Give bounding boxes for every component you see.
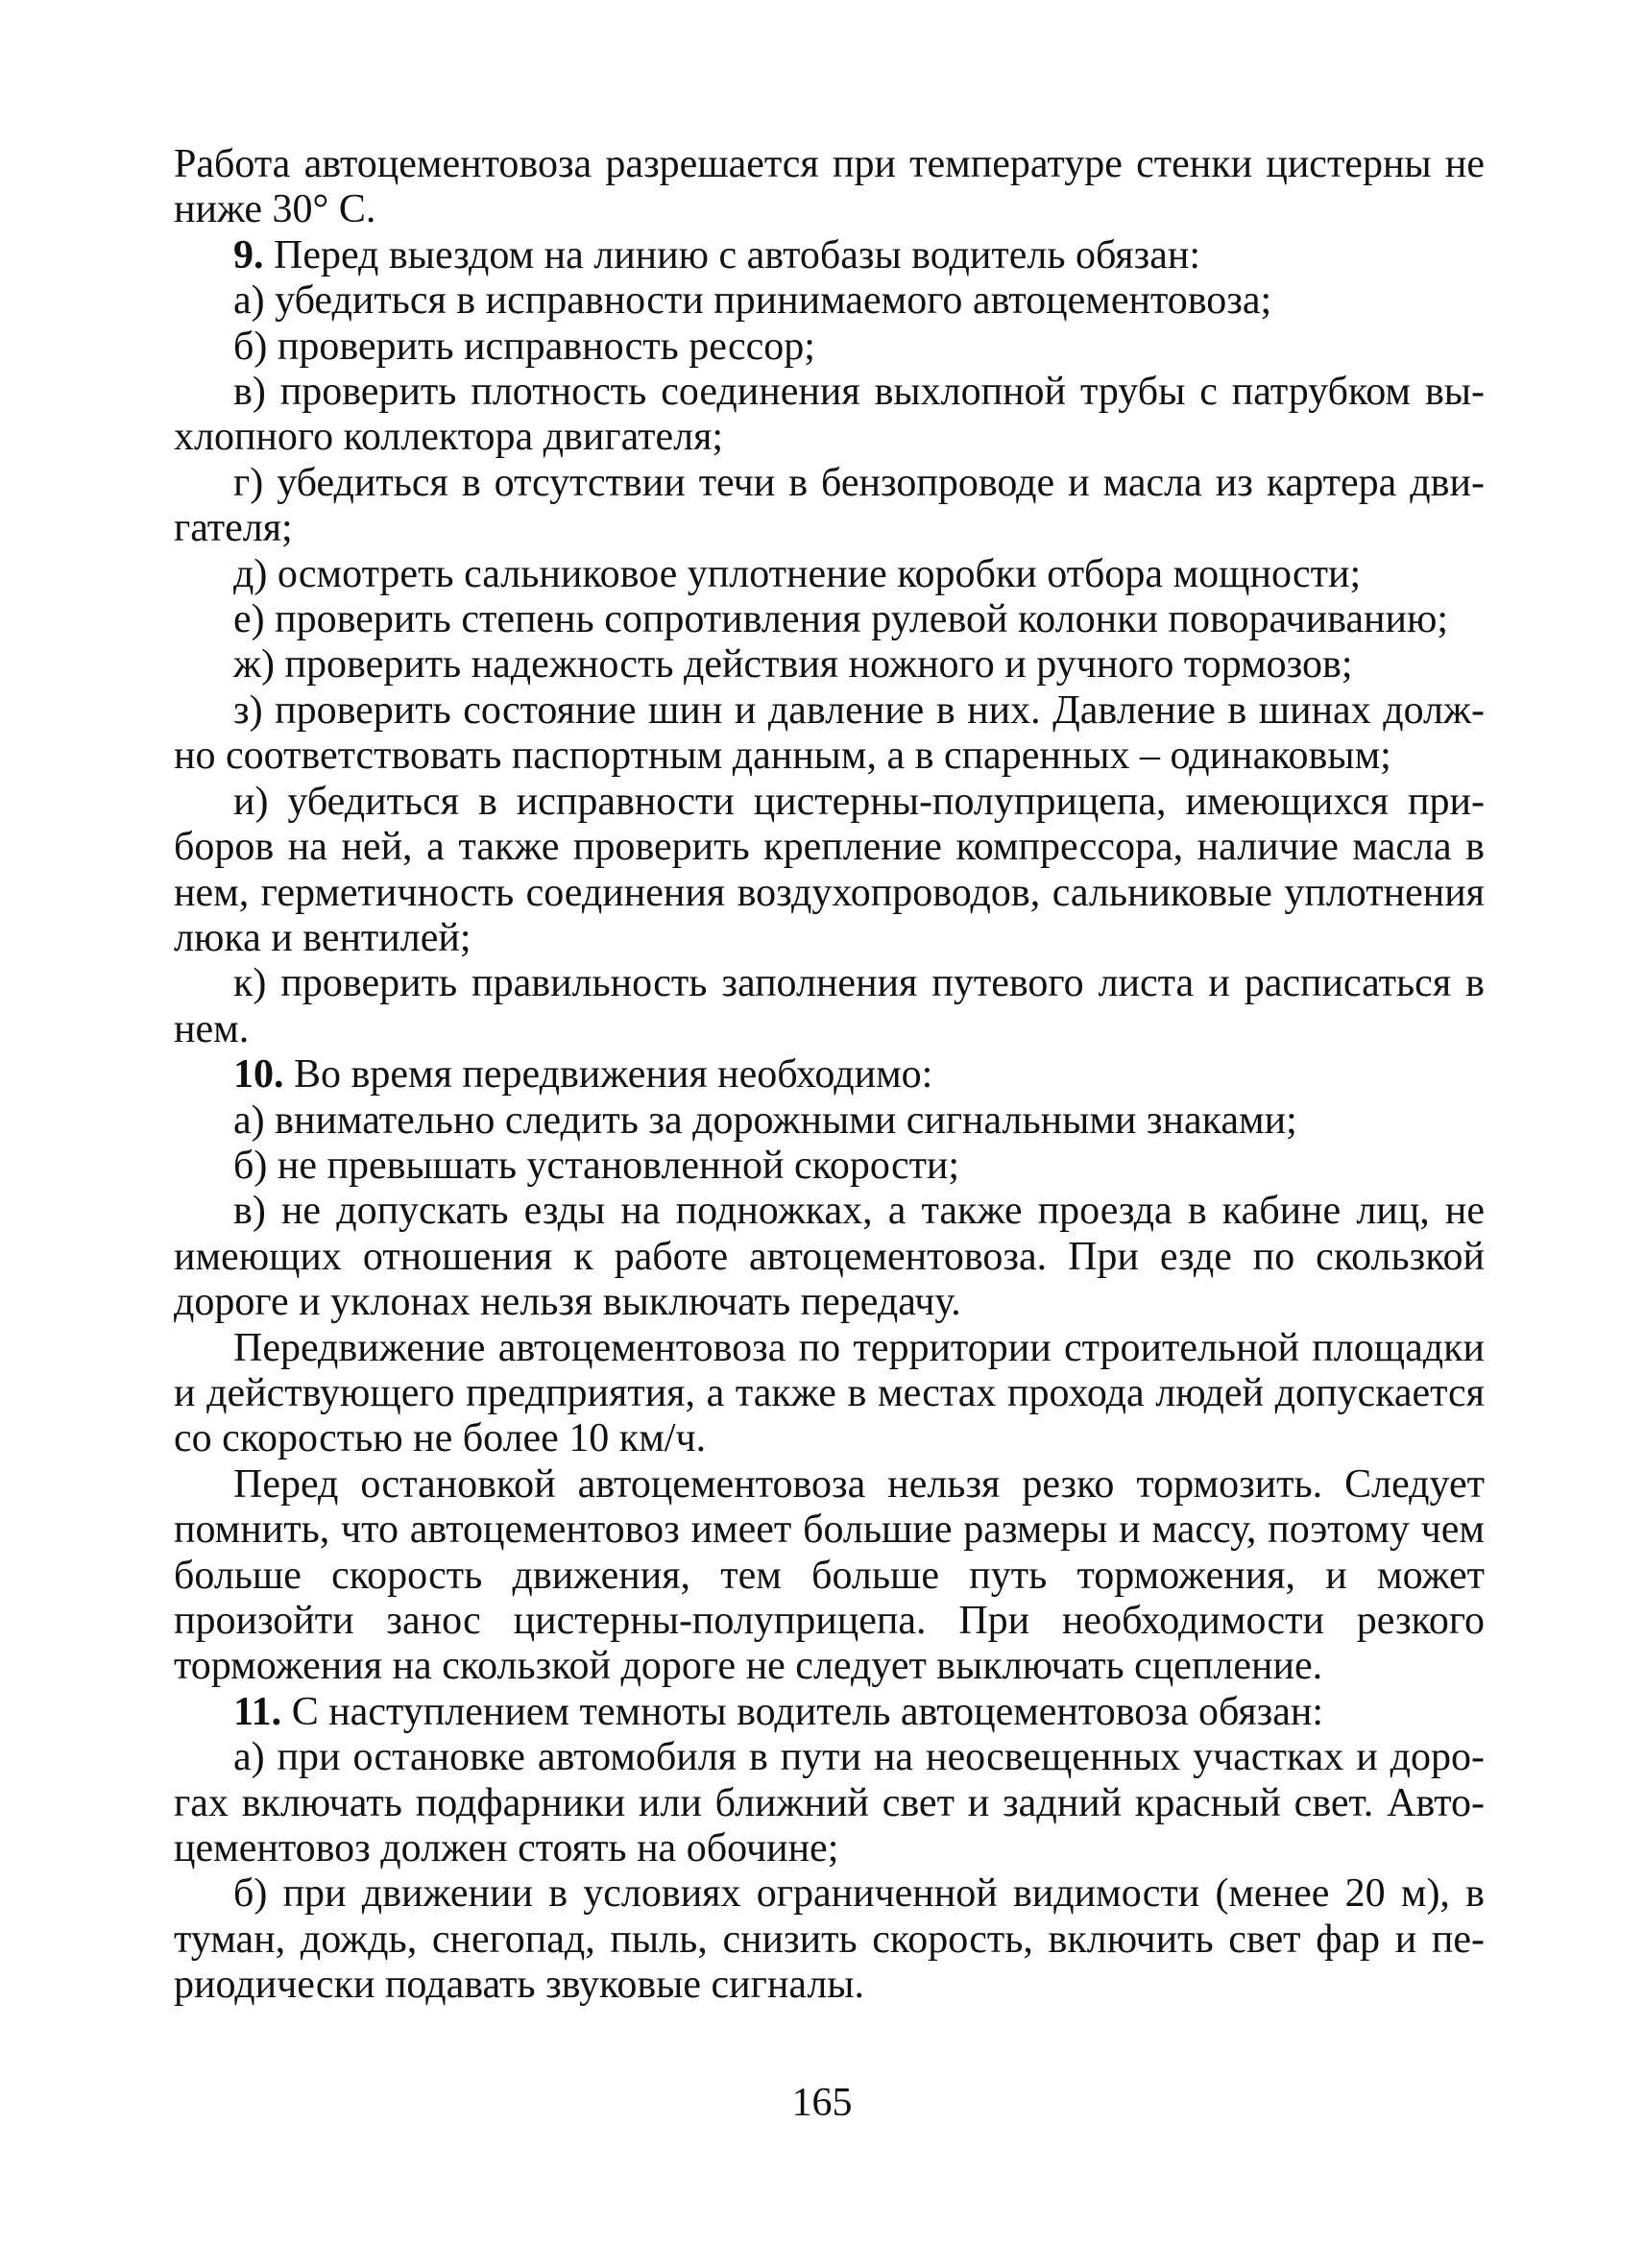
paragraph-text: б) при движении в условиях ограниченной видимости (менее 20 м), в туман, дождь, снегопад, пыль, снизить скорость, включить свет фар и периодически подавать звуковые сигналы.: [174, 1871, 1485, 2008]
paragraph-text: ж) проверить надежность действия ножного и ручного тормозов;: [233, 642, 1353, 688]
item-number: 10.: [233, 1052, 284, 1098]
paragraph: [174, 278, 1485, 324]
body-text: [174, 142, 1485, 2009]
paragraph-text: к) проверить правильность заполнения путевого листа и расписаться в нем.: [174, 961, 1485, 1051]
paragraph: [174, 552, 1485, 597]
paragraph: [174, 461, 1485, 552]
paragraph: [174, 597, 1485, 642]
paragraph: [174, 233, 1485, 278]
paragraph-text: д) осмотреть сальниковое уплотнение коробки отбора мощности;: [233, 551, 1362, 596]
paragraph: [174, 642, 1485, 688]
paragraph-text: а) внимательно следить за дорожными сигнальными знаками;: [233, 1098, 1297, 1143]
paragraph-text: Работа автоцементовоза разрешается при температуре стенки цистерны не ниже 30° С.: [174, 142, 1485, 232]
paragraph: [174, 1690, 1485, 1735]
paragraph: [174, 1052, 1485, 1098]
paragraph: [174, 961, 1485, 1052]
paragraph: [174, 1326, 1485, 1462]
paragraph: [174, 1144, 1485, 1189]
paragraph: [174, 1189, 1485, 1325]
paragraph: [174, 1871, 1485, 2008]
paragraph: [174, 1735, 1485, 1871]
paragraph-text: б) не превышать установленной скорости;: [233, 1143, 960, 1188]
paragraph-text: и) убедиться в исправности цистерны-полуприцепа, имеющихся приборов на ней, а также проверить крепление компрессора, наличие масла в нем, герметичность соединения воздухопроводов, сальниковые уплотнения люка и вентилей;: [174, 779, 1485, 960]
paragraph: [174, 688, 1485, 780]
paragraph: [174, 325, 1485, 370]
paragraph-text: Перед выездом на линию с автобазы водитель обязан:: [263, 232, 1200, 277]
paragraph: [174, 142, 1485, 233]
item-number: 11.: [233, 1689, 282, 1734]
paragraph-text: Перед остановкой автоцементовоза нельзя резко тормозить. Следует помнить, что автоцементовоз имеет большие размеры и массу, поэтому чем больше скорость движения, тем больше путь торможения, и может произойти занос цистерны-полуприцепа. При необходимости резкого торможения на скользкой дороге не следует выключать сцепление.: [174, 1461, 1485, 1689]
paragraph-text: в) проверить плотность соединения выхлопной трубы с патрубком выхлопного коллектора двигателя;: [174, 370, 1485, 460]
paragraph-text: в) не допускать езды на подножках, а также проезда в кабине лиц, не имеющих отношения к работе автоцементовоза. При езде по скользкой дороге и уклонах нельзя выключать передачу.: [174, 1189, 1485, 1325]
paragraph-text: а) убедиться в исправности принимаемого автоцементовоза;: [233, 278, 1272, 324]
paragraph-text: Во время передвижения необходимо:: [283, 1052, 933, 1098]
paragraph: [174, 370, 1485, 461]
paragraph: [174, 780, 1485, 962]
paragraph-text: а) при остановке автомобиля в пути на неосвещенных участках и дорогах включать подфарники или ближний свет и задний красный свет. Автоцементовоз должен стоять на обочине;: [174, 1735, 1485, 1871]
paragraph-text: С наступлением темноты водитель автоцементовоза обязан:: [281, 1689, 1324, 1734]
paragraph: [174, 1098, 1485, 1144]
paragraph-text: е) проверить степень сопротивления рулевой колонки поворачиванию;: [233, 597, 1449, 642]
paragraph-text: б) проверить исправность рессор;: [233, 324, 815, 369]
item-number: 9.: [233, 232, 264, 277]
paragraph-text: г) убедиться в отсутствии течи в бензопроводе и масла из картера двигателя;: [174, 460, 1485, 551]
paragraph-text: Передвижение автоцементовоза по территории строительной площадки и действующего предприятия, а также в местах прохода людей допускается со скоростью не более 10 км/ч.: [174, 1325, 1485, 1461]
paragraph-text: з) проверить состояние шин и давление в них. Давление в шинах должно соответствовать паспортным данным, а в спаренных – одинаковым;: [174, 688, 1485, 779]
page-number: 165: [791, 2081, 853, 2125]
paragraph: [174, 1462, 1485, 1690]
